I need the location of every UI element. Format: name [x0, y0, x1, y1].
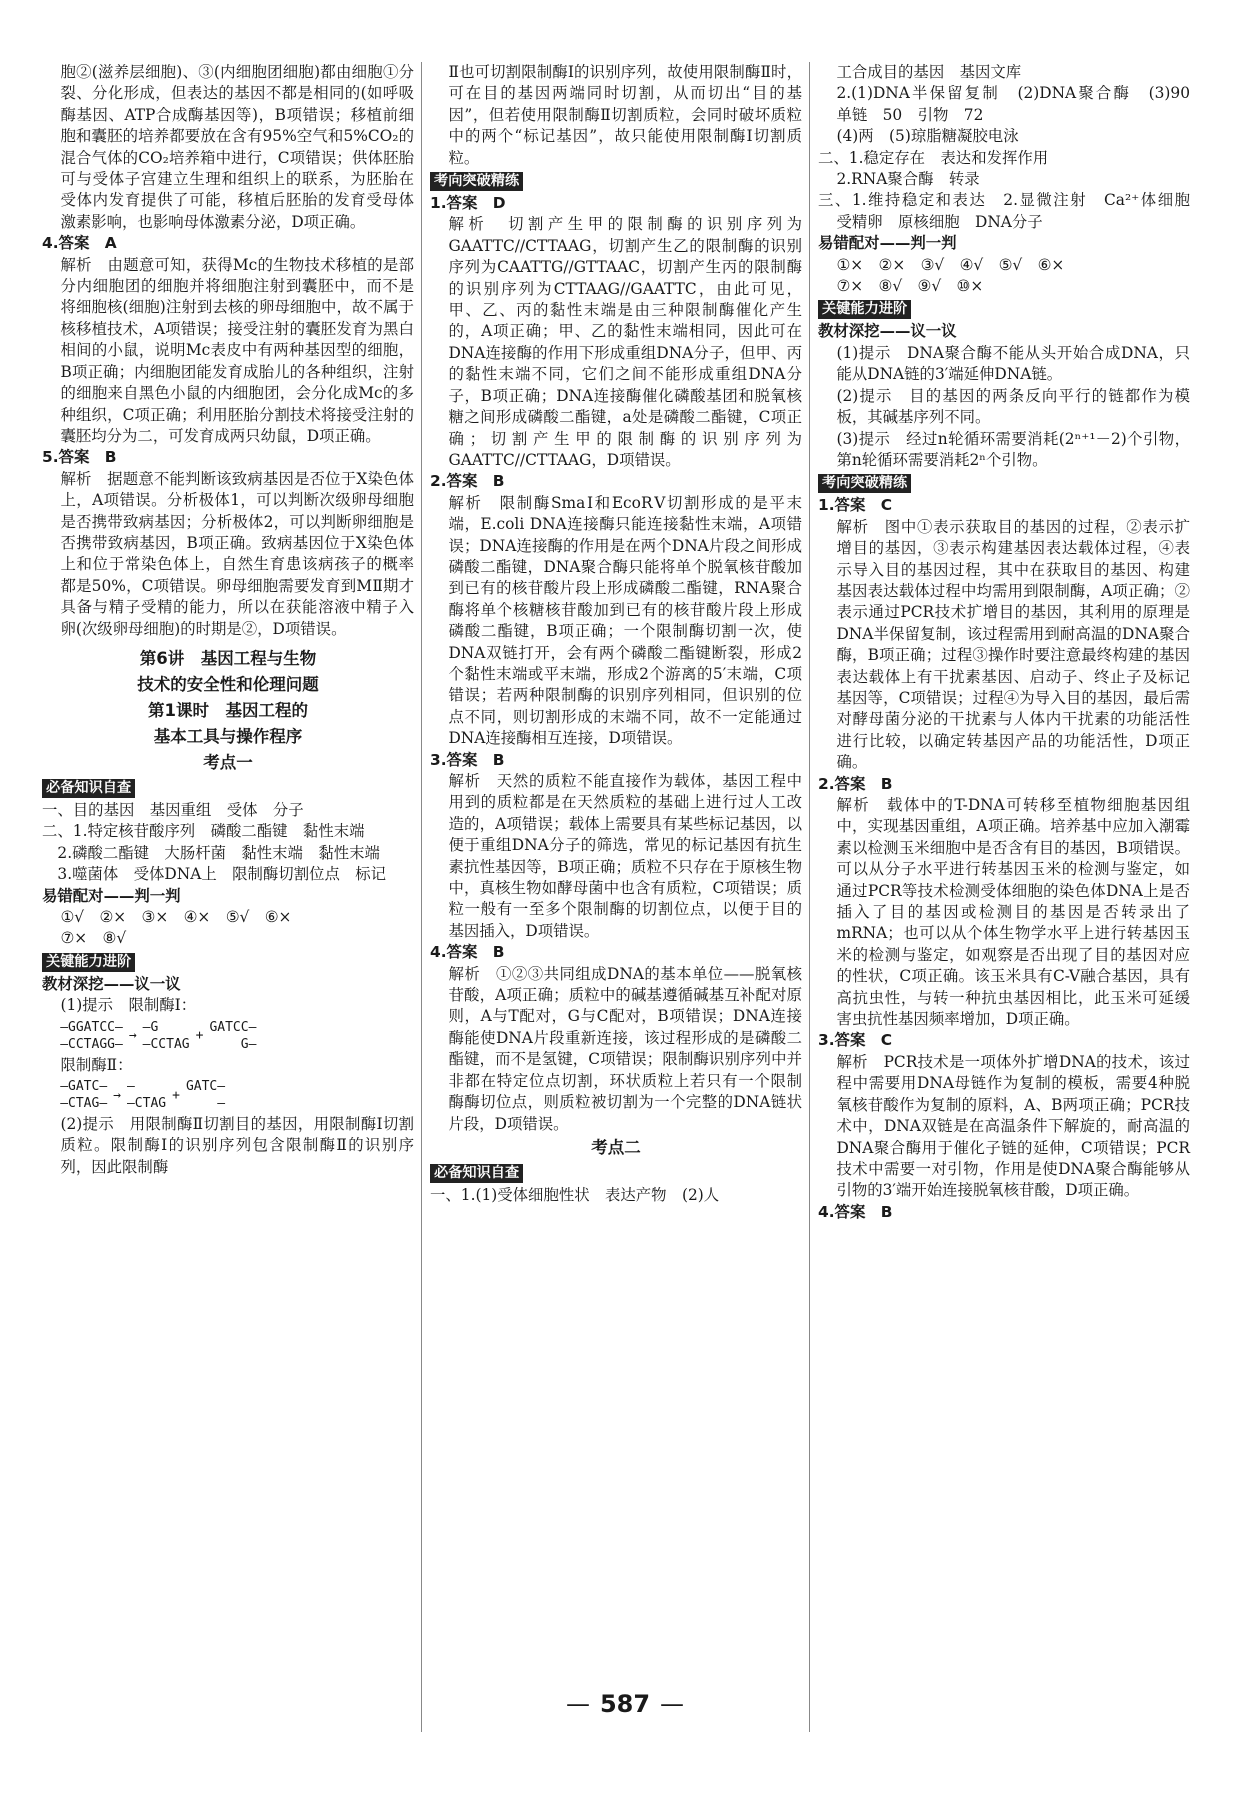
hint-text: 限制酶Ⅱ： [60, 1055, 133, 1074]
page-number: — 587 — [565, 1690, 685, 1718]
hint-text: (1)提示 限制酶Ⅰ： [60, 996, 197, 1015]
judgement-row: ⑦× ⑧√ ⑨√ ⑩× [836, 277, 984, 296]
answer-explanation: 解析 由题意可知，获得Mc的生物技术移植的是部分内细胞团的细胞并将细胞注射到囊胚中，而不是将细胞核(细胞)注射到去核的卵母细胞中，故不属于核移植技术，A项错误；接受注射的囊胚发育为黑白相间的小鼠，说明Mc表皮中有两种基因型的细胞，B项正确；内细胞团能发育成胎儿的各种组织，注射的细胞来自黑色小鼠的内细胞团，会分化成Mc的多种组织，C项正确；利用胚胎分割技术将接受注射的囊胚均分为二，可发育成两只幼鼠，D项正确。 [60, 255, 414, 445]
answer-explanation: 解析 限制酶SmaⅠ和EcoRⅤ切割形成的是平末端，E.coli DNA连接酶只能连接黏性末端，A项错误；DNA连接酶的作用是在两个DNA片段之间形成磷酸二酯键，DNA聚合酶只能将单个脱氧核苷酸加到已有的核苷酸片段上形成磷酸二酯键，RNA聚合酶将单个核糖核苷酸加到已有的核苷酸片段上形成磷酸二酯键，B项正确；一个限制酶切割一次，使DNA双链打开，会有两个磷酸二酯键断裂，形成2个黏性末端或平末端，形成2个游离的5′末端，C项错误；若两种限制酶的识别序列相同，但识别的位点不同，则切割形成的末端不同，故不一定能通过DNA连接酶相互连接，D项错误。 [448, 493, 802, 748]
subsection-title: 教材深挖——议一议 [42, 974, 181, 993]
paragraph: Ⅱ也可切割限制酶Ⅰ的识别序列，故使用限制酶Ⅱ时，可在目的基因两端同时切割，从而切出“目的基因”，但若使用限制酶Ⅱ切割质粒，会同时破坏质粒中的两个“标记基因”，故只能使用限制酶Ⅰ切割质粒。 [448, 63, 802, 167]
lesson-title-line2: 基本工具与操作程序 [153, 726, 303, 746]
cut-diagram-1: —GGATCC— —CCTAGG— → —G —CCTAG + GATCC— G— [60, 1019, 257, 1052]
cut-diagram-2: —GATC— —CTAG— → — —CTAG + GATC— — [60, 1079, 226, 1112]
knowledge-line: 2.(1)DNA半保留复制 (2)DNA聚合酶 (3)90 单链 50 引物 72 [836, 84, 1206, 124]
section-banner: 必备知识自查 [430, 1164, 523, 1183]
column-left [42, 62, 414, 1178]
knowledge-line: 三、1.维持稳定和表达 2.显微注射 Ca²⁺体细胞 受精卵 原核细胞 DNA分子 [818, 191, 1206, 231]
section-banner: 考向突破精练 [430, 172, 523, 191]
subsection-title: 教材深挖——议一议 [818, 322, 957, 341]
knowledge-line: 2.RNA聚合酶 转录 [836, 170, 980, 189]
answer-explanation: 解析 ①②③共同组成DNA的基本单位——脱氧核苷酸，A项正确；质粒中的碱基遵循碱基互补配对原则，A与T配对，G与C配对，B项错误；DNA连接酶能使DNA片段重新连接，该过程形成的是磷酸二酯键，而不是氢键，C项错误；限制酶识别序列中并非都在特定位点切割，环状质粒上若只有一个限制酶酶切位点，则质粒被切割为一个完整的DNA链状片段，D项错误。 [448, 964, 802, 1133]
section-heading: 考点二 [591, 1137, 641, 1157]
section-banner: 考向突破精练 [818, 474, 911, 493]
answer-explanation: 解析 切割产生甲的限制酶的识别序列为GAATTC//CTTAAG，切割产生乙的限制酶的识别序列为CAATTG//GTTAAC，切割产生丙的限制酶的识别序列为CTTAAG//GAATTC，由此可见，甲、乙、丙的黏性末端是由三种限制酶催化产生的，A项正确；甲、乙的黏性末端相同，因此可在DNA连接酶的作用下形成重组DNA分子，但甲、丙的黏性末端不同，它们之间不能形成重组DNA分子，B项正确；DNA连接酶催化磷酸基团和脱氧核糖之间形成磷酸二酯键，a处是磷酸二酯键，C项正确；切割产生甲的限制酶的识别序列为GAATTC//CTTAAG，D项错误。 [448, 215, 802, 469]
section-banner: 必备知识自查 [42, 779, 135, 798]
subsection-title: 易错配对——判一判 [42, 886, 181, 905]
knowledge-line: (4)两 (5)琼脂糖凝胶电泳 [836, 127, 1019, 146]
answer-label: 2.答案 B [430, 472, 505, 491]
knowledge-line: 二、1.特定核苷酸序列 磷酸二酯键 黏性末端 [42, 822, 365, 841]
knowledge-line: 工合成目的基因 基因文库 [836, 63, 1022, 81]
answer-label: 2.答案 B [818, 774, 893, 793]
answer-label: 3.答案 B [430, 750, 505, 769]
knowledge-line: 一、目的基因 基因重组 受体 分子 [42, 800, 304, 819]
subsection-title: 易错配对——判一判 [818, 234, 957, 253]
answer-explanation: 解析 载体中的T-DNA可转移至植物细胞基因组中，实现基因重组，A项正确。培养基中应加入潮霉素以检测玉米细胞中是否含有目的基因，B项错误。可以从分子水平进行转基因玉米的检测与鉴定，如通过PCR等技术检测受体细胞的染色体DNA上是否插入了目的基因或检测目的基因是否转录出了mRNA；也可以从个体生物学水平上进行转基因玉米的检测与鉴定，如观察是否出现了目的基因对应的性状，C项正确。该玉米具有C-V融合基因，具有高抗虫性，与转一种抗虫基因相比，此玉米可延缓害虫抗性基因频率增加，D项正确。 [836, 796, 1190, 1029]
knowledge-line: 3.噬菌体 受体DNA上 限制酶切割位点 标记 [57, 865, 387, 884]
hint-text: (1)提示 DNA聚合酶不能从头开始合成DNA，只能从DNA链的3′端延伸DNA链。 [836, 343, 1190, 384]
answer-label: 5.答案 B [42, 448, 117, 467]
section-heading: 考点一 [203, 752, 253, 772]
column-middle [430, 62, 802, 1206]
knowledge-line: 一、1.(1)受体细胞性状 表达产物 (2)人 [430, 1185, 720, 1204]
knowledge-line: 二、1.稳定存在 表达和发挥作用 [818, 148, 1049, 167]
answer-explanation: 解析 天然的质粒不能直接作为载体，基因工程中用到的质粒都是在天然质粒的基础上进行过人工改造的，A项错误；载体上需要具有某些标记基因，以便于重组DNA分子的筛选，常见的标记基因有抗生素抗性基因等，B项正确；质粒不只存在于原核生物中，真核生物如酵母菌中也含有质粒，C项错误；质粒一般有一至多个限制酶的切割位点，以便于目的基因插入，D项错误。 [448, 772, 802, 940]
hint-text: (2)提示 用限制酶Ⅱ切割目的基因，用限制酶Ⅰ切割质粒。限制酶Ⅰ的识别序列包含限制酶Ⅱ的识别序列，因此限制酶 [60, 1115, 414, 1176]
answer-label: 4.答案 B [818, 1202, 893, 1221]
answer-label: 1.答案 C [818, 496, 893, 515]
column-right [818, 62, 1206, 1223]
answer-explanation: 解析 图中①表示获取目的基因的过程，②表示扩增目的基因，③表示构建基因表达载体过程，④表示导入目的基因过程，其中在获取目的基因、构建基因表达载体过程中均需用到限制酶，A项正确；②表示通过PCR技术扩增目的基因，其利用的原理是DNA半保留复制，该过程需用到耐高温的DNA聚合酶，B项正确；过程③操作时要注意最终构建的基因表达载体上有干扰素基因、启动子、终止子及标记基因等，C项错误；过程④为导入目的基因，最后需对酵母菌分泌的干扰素与人体内干扰素的功能活性进行比较，以确定转基因产品的功能活性，D项正确。 [836, 517, 1190, 772]
judgement-row: ①× ②× ③√ ④√ ⑤√ ⑥× [836, 255, 1065, 274]
lesson-title: 第1课时 基因工程的 [148, 700, 308, 720]
lecture-title: 第6讲 基因工程与生物 [139, 648, 317, 668]
section-banner: 关键能力进阶 [818, 300, 911, 319]
answer-label: 1.答案 D [430, 194, 506, 213]
column-divider [809, 62, 810, 1732]
answer-label: 3.答案 C [818, 1031, 893, 1050]
answer-label: 4.答案 A [42, 234, 117, 253]
knowledge-line: 2.磷酸二酯键 大肠杆菌 黏性末端 黏性末端 [57, 843, 380, 862]
judgement-row: ⑦× ⑧√ [60, 929, 127, 948]
section-banner: 关键能力进阶 [42, 953, 135, 972]
answer-explanation: 解析 据题意不能判断该致病基因是否位于X染色体上，A项错误。分析极体1，可以判断次级卵母细胞是否携带致病基因；分析极体2，可以判断卵细胞是否携带致病基因，B项正确。致病基因位于X染色体上和位于常染色体上，自然生育患该病孩子的概率都是50%，C项错误。卵母细胞需要发育到MⅡ期才具备与精子受精的能力，所以在获能溶液中精子入卵(次级卵母细胞)的时期是②，D项错误。 [60, 469, 414, 638]
lecture-title-line2: 技术的安全性和伦理问题 [137, 674, 319, 694]
hint-text: (2)提示 目的基因的两条反向平行的链都作为模板，其碱基序列不同。 [836, 386, 1190, 427]
answer-label: 4.答案 B [430, 943, 505, 962]
answer-explanation: 解析 PCR技术是一项体外扩增DNA的技术，该过程中需要用DNA母链作为复制的模板，需要4种脱氧核苷酸作为复制的原料，A、B两项正确；PCR技术中，DNA双链是在高温条件下解旋的，耐高温的DNA聚合酶用于催化子链的延伸，C项错误；PCR技术中需要一对引物，作用是使DNA聚合酶能够从引物的3′端开始连接脱氧核苷酸，D项正确。 [836, 1052, 1190, 1200]
column-divider [421, 62, 422, 1732]
hint-text: (3)提示 经过n轮循环需要消耗(2ⁿ⁺¹－2)个引物，第n轮循环需要消耗2ⁿ个引物。 [836, 429, 1190, 469]
paragraph: 胞②(滋养层细胞)、③(内细胞团细胞)都由细胞①分裂、分化形成，但表达的基因不都是相同的(如呼吸酶基因、ATP合成酶基因等)，B项错误；移植前细胞和囊胚的培养都要放在含有95%空气和5%CO₂的混合气体的CO₂培养箱中进行，C项错误；供体胚胎可与受体子宫建立生理和组织上的联系，为胚胎在受体内发育提供了可能，移植后胚胎的发育受母体激素影响，也影响母体激素分泌，D项正确。 [60, 63, 414, 231]
judgement-row: ①√ ②× ③× ④× ⑤√ ⑥× [60, 908, 292, 926]
